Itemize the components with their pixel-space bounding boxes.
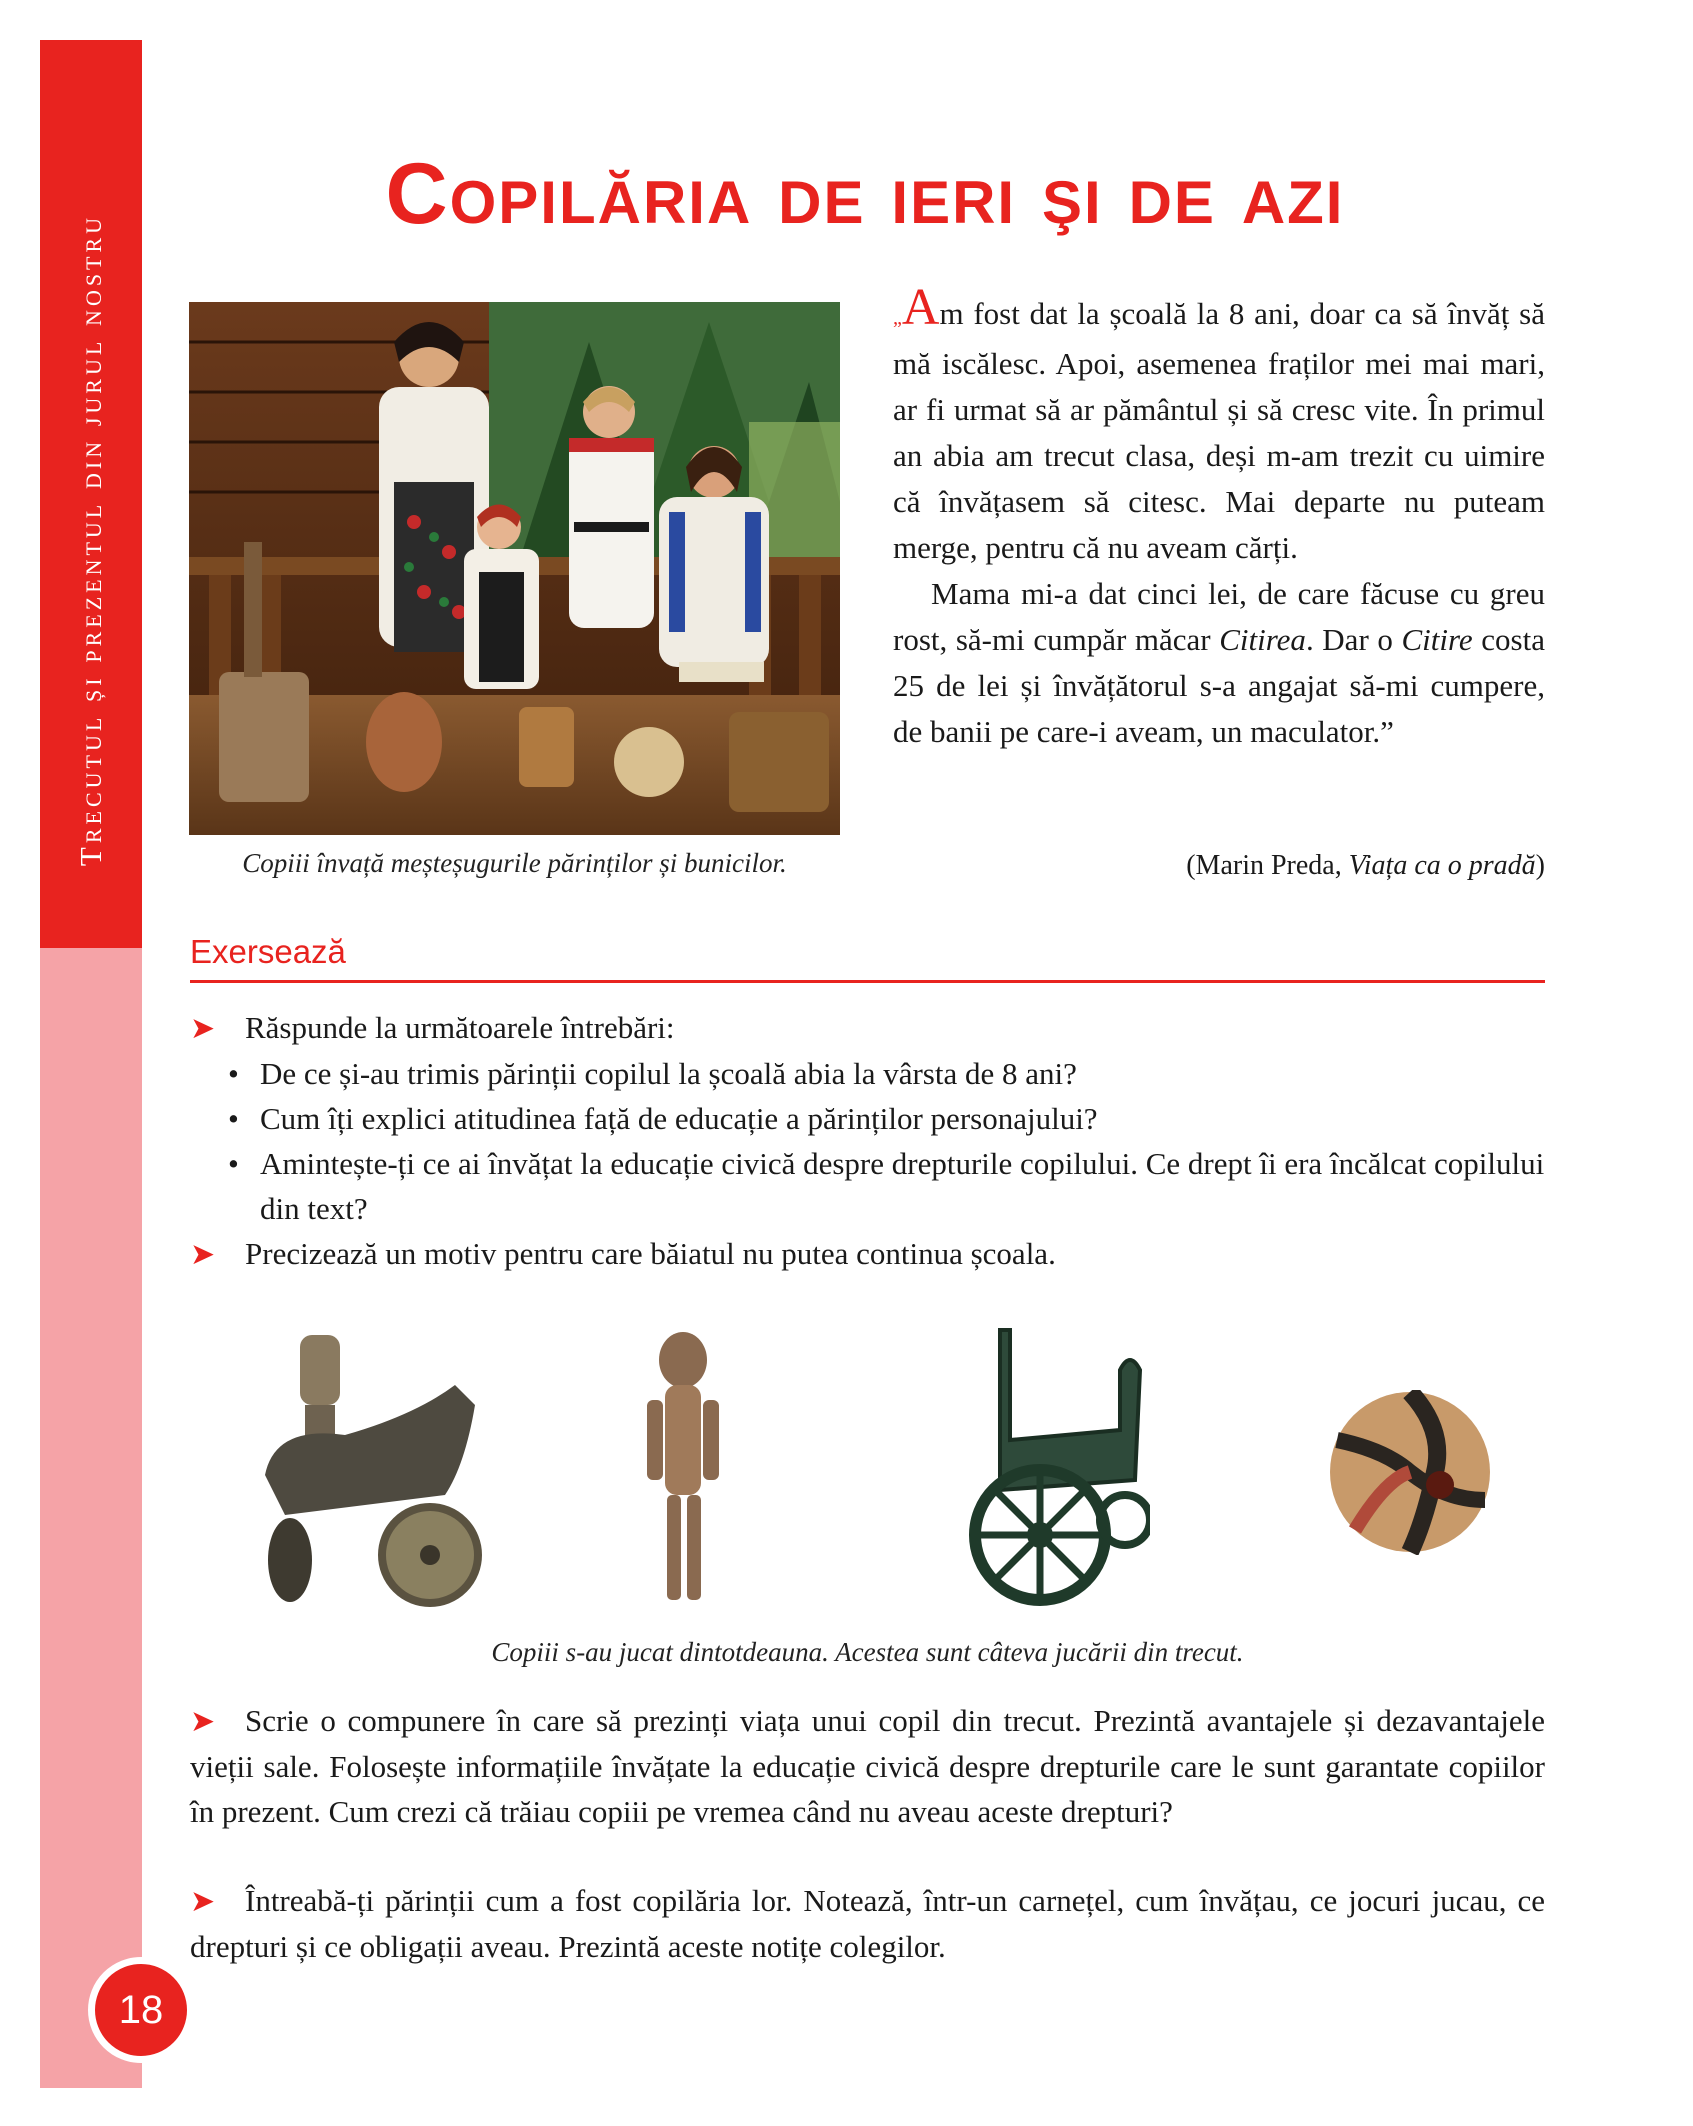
bullet-icon: • [228,1146,239,1181]
quote-source [893,850,1545,882]
side-band-pink [40,948,142,2088]
quote-p2-text-c: . Dar o [1305,622,1402,657]
source-work: Viața ca o pradă [1348,850,1536,881]
arrow-icon: ➤ [190,1237,216,1272]
questions-block [190,1005,1545,1277]
quote-paragraph-2 [893,571,1545,755]
section-title-exerseaza: Exersează [190,933,346,970]
task-parinti [190,1878,1545,1969]
question-2-text: Precizează un motiv pentru care băiatul nu putea continua școala. [245,1236,1056,1271]
source-close: ) [1535,850,1545,881]
quote-p2-text-a: Mama mi-a dat cinci lei, de care făcuse cu greu rost, să-mi cumpăr măcar [893,576,1545,657]
arrow-icon: ➤ [190,1011,216,1046]
toy-ball-image [1325,1390,1495,1560]
arrow-icon: ➤ [190,1884,216,1919]
book-title-citire: Citire [1401,622,1473,657]
photo-caption: Copiii învață meșteșugurile părinților și bunicilor. [242,848,787,878]
bullet-item [190,1096,1545,1141]
task-2-text: Întreabă-ți părinții cum a fost copilăria lor. Notează, într-un carnețel, cum învățau, ce jocuri jucau, ce drepturi și ce obligații aveau. Prezintă aceste notițe colegilor. [190,1883,1545,1964]
arrow-icon: ➤ [190,1704,216,1739]
toy-chariot-image [950,1320,1150,1615]
quote-text [893,279,1545,755]
section-divider [190,980,1545,983]
bullet-icon: • [228,1056,239,1091]
bullet-text: De ce și-au trimis părinții copilul la școală abia la vârsta de 8 ani? [260,1056,1077,1091]
toy-doll-figurine-image [635,1330,730,1615]
bullet-item [190,1141,1545,1231]
side-band [40,40,142,2088]
bullet-text: Amintește-ți ce ai învățat la educație civică despre drepturile copilului. Ce drept îi era încălcat copilului din text? [260,1146,1545,1226]
task-compunere [190,1698,1545,1834]
bullet-item [190,1051,1545,1096]
toy-horse-cart-image [245,1325,505,1615]
chapter-title-vertical: Trecutul și prezentul din jurul nostru [73,213,108,867]
task-1-text: Scrie o compunere în care să prezinți viața unui copil din trecut. Prezintă avantajele și dezavantajele vieții sale. Folosește informațiile învățate la educație civică despre drepturile care le sunt garantate copiilor în prezent. Cum crezi că trăiau copiii pe vremea când nu aveau aceste drepturi? [190,1703,1545,1829]
quote-p1-text: m fost dat la școală la 8 ani, doar ca să învăț să mă iscălesc. Apoi, asemenea fraților mei mai mari, ar fi urmat să ar pământul și să cresc vite. În primul an abia am trecut clasa, deși m-am trezit cu uimire că învățasem să citesc. Mai departe nu puteam merge, pentru că nu aveam cărți. [893,296,1545,565]
source-author: (Marin Preda, [1186,850,1349,881]
page-title: Copilăria de ieri şi de azi [385,146,1345,242]
quote-p2-text-e: costa 25 de lei și învățătorul s-a angajat să-mi cumpere, de banii pe care-i aveam, un maculator.” [893,622,1545,749]
question-2 [190,1231,1545,1277]
question-1 [190,1005,1545,1051]
toys-caption: Copiii s-au jucat dintotdeauna. Acestea sunt câteva jucării din trecut. [491,1637,1244,1667]
question-1-text: Răspunde la următoarele întrebări: [245,1010,675,1045]
drop-letter: A [901,279,940,336]
opening-quote-mark: „ [893,307,902,329]
page-number: 18 [88,1957,194,2063]
quote-paragraph-1 [893,279,1545,571]
book-title-citirea: Citirea [1219,622,1306,657]
photo-children-crafts [189,302,840,835]
bullet-icon: • [228,1101,239,1136]
bullet-text: Cum îți explici atitudinea față de educație a părinților personajului? [260,1101,1098,1136]
